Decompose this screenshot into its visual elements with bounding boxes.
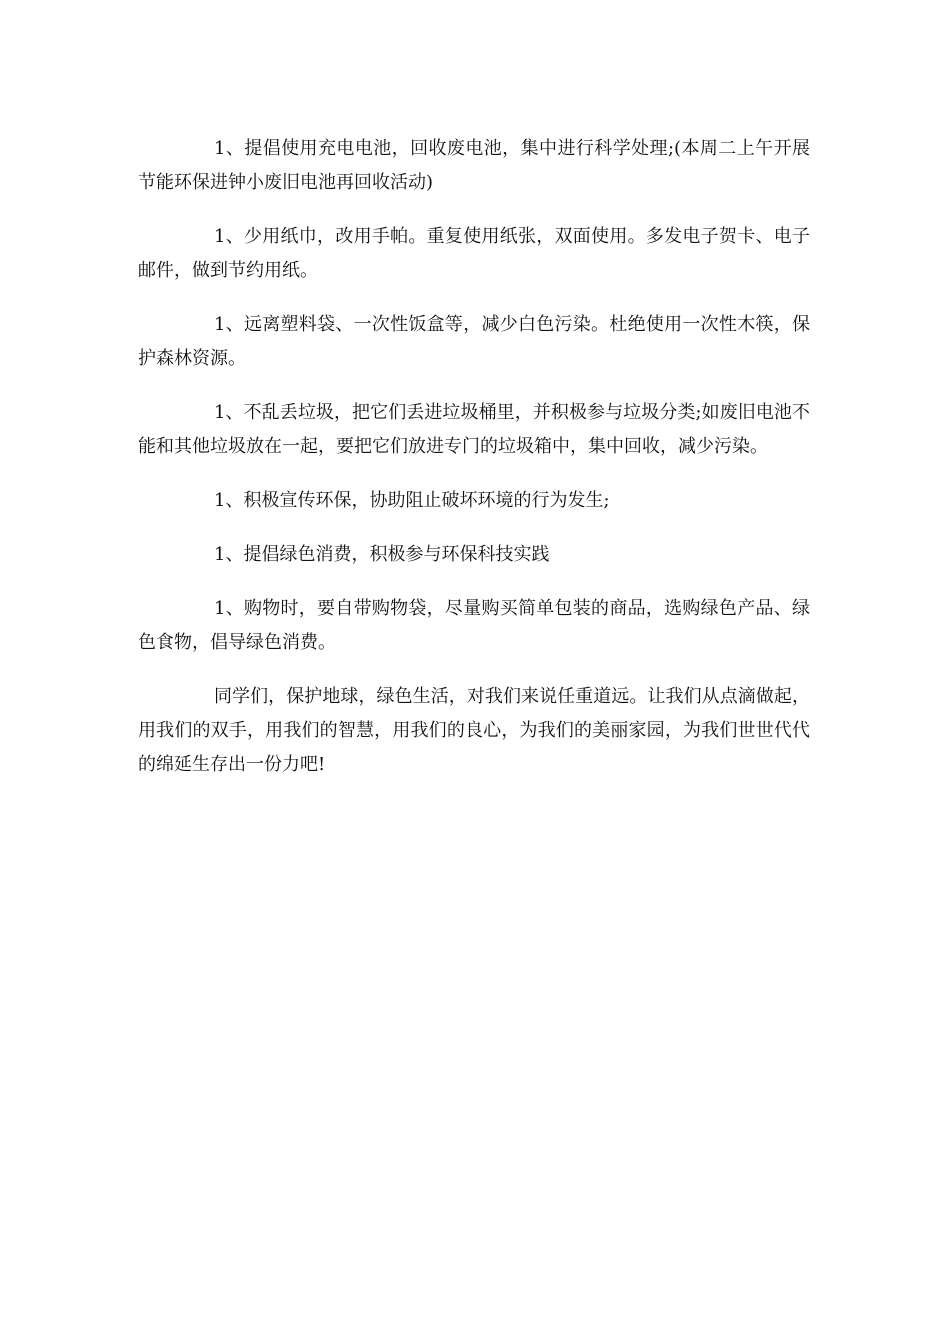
paragraph-6: 1、提倡绿色消费，积极参与环保科技实践 xyxy=(214,544,550,565)
document-body xyxy=(138,132,810,802)
paragraph-4: 1、不乱丢垃圾，把它们丢进垃圾桶里，并积极参与垃圾分类;如废旧电池不能和其他垃圾放在一起，要把它们放进专门的垃圾箱中，集中回收，减少污染。 xyxy=(138,402,810,457)
paragraph-5: 1、积极宣传环保，协助阻止破坏环境的行为发生; xyxy=(214,490,610,511)
paragraph-3: 1、远离塑料袋、一次性饭盒等，减少白色污染。杜绝使用一次性木筷，保护森林资源。 xyxy=(138,314,810,369)
paragraph-1: 1、提倡使用充电电池，回收废电池，集中进行科学处理;(本周二上午开展节能环保进钟小废旧电池再回收活动) xyxy=(138,138,810,193)
paragraph-7: 1、购物时，要自带购物袋，尽量购买简单包装的商品，选购绿色产品、绿色食物，倡导绿色消费。 xyxy=(138,598,810,653)
paragraph-2: 1、少用纸巾，改用手帕。重复使用纸张，双面使用。多发电子贺卡、电子邮件，做到节约用纸。 xyxy=(138,226,810,281)
paragraph-8: 同学们，保护地球，绿色生活，对我们来说任重道远。让我们从点滴做起，用我们的双手，用我们的智慧，用我们的良心，为我们的美丽家园，为我们世世代代的绵延生存出一份力吧! xyxy=(138,686,810,775)
